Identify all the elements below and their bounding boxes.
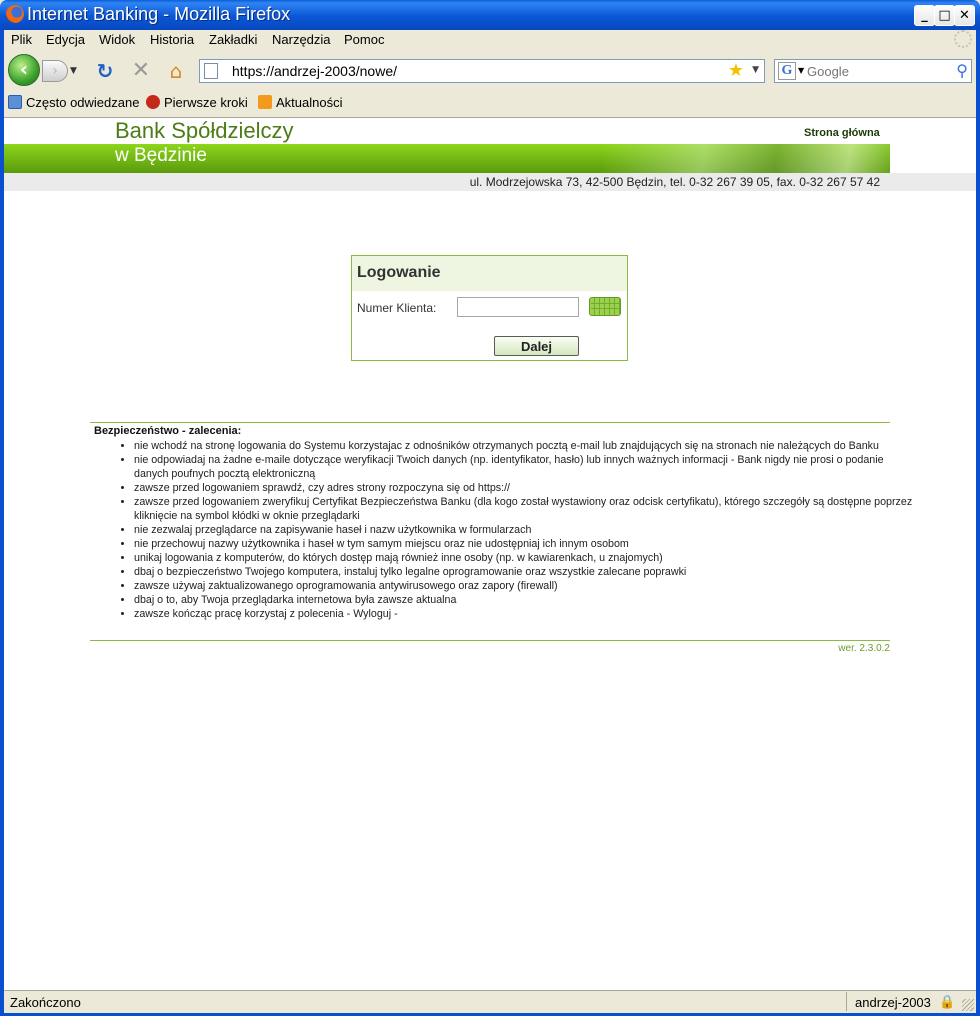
list-item: • nie przechowuj nazwy użytkownika i haseł w tym samym miejscu oraz nie udostępniaj ich innym osobom	[134, 537, 919, 551]
minimize-button[interactable]: _	[914, 5, 935, 26]
search-icon[interactable]: ⚲	[956, 61, 968, 80]
security-heading: Bezpieczeństwo - zalecenia:	[94, 425, 242, 437]
firefox-bookmark-icon	[146, 95, 160, 109]
bank-location: w Będzinie	[115, 145, 207, 166]
page-icon	[204, 63, 218, 79]
client-number-input[interactable]	[457, 297, 579, 317]
menu-pomoc[interactable]: Pomoc	[344, 32, 385, 47]
list-item: • dbaj o bezpieczeństwo Twojego komputera, instaluj tylko legalne oprogramowanie oraz wszystkie zalecane poprawki	[134, 565, 919, 579]
list-item: • nie odpowiadaj na żadne e-maile dotyczące weryfikacji Twoich danych (np. identyfikator, hasło) lub innych ważnych informacji - Bank nigdy nie prosi o podanie danych poufnych pocztą elektroniczną	[134, 453, 919, 481]
back-button[interactable]: ‹	[8, 54, 40, 86]
list-item: • zawsze przed logowaniem sprawdź, czy adres strony rozpoczyna się od https://	[134, 481, 919, 495]
banner-decoration-image	[604, 144, 890, 173]
reload-icon[interactable]: ↻	[96, 59, 114, 83]
login-box	[351, 255, 628, 361]
url-dropdown-icon[interactable]: ▼	[752, 65, 759, 75]
close-button[interactable]: ✕	[954, 5, 975, 26]
menu-historia[interactable]: Historia	[150, 32, 195, 47]
security-footer	[90, 640, 890, 654]
menu-narzedzia[interactable]: Narzędzia	[272, 32, 331, 47]
bank-address: ul. Modrzejowska 73, 42-500 Będzin, tel. 0-32 267 39 05, fax. 0-32 267 57 42	[469, 175, 880, 189]
client-number-label: Numer Klienta:	[357, 301, 437, 315]
list-item: • nie zezwalaj przeglądarce na zapisywanie haseł i nazw użytkownika w formularzach	[134, 523, 919, 537]
list-item: • zawsze używaj zaktualizowanego oprogramowania antywirusowego oraz zapory (firewall)	[134, 579, 919, 593]
smart-bookmark-icon	[8, 95, 22, 109]
page-content	[4, 118, 976, 990]
menu-edycja[interactable]: Edycja	[46, 32, 86, 47]
bookmark-czesto-odwiedzane[interactable]: Często odwiedzane	[8, 95, 139, 110]
rss-feed-icon	[258, 95, 272, 109]
login-header	[352, 256, 627, 291]
status-host: andrzej-2003	[855, 995, 931, 1010]
firefox-icon	[6, 5, 24, 23]
bank-name: Bank Spółdzielczy	[115, 118, 294, 143]
search-bar[interactable]	[774, 59, 972, 83]
window-title: Internet Banking - Mozilla Firefox	[27, 4, 291, 24]
bookmarks-toolbar	[4, 92, 976, 114]
home-icon[interactable]: ⌂	[169, 59, 183, 83]
google-engine-icon[interactable]: G	[778, 62, 796, 80]
address-band	[4, 173, 976, 191]
bookmark-pierwsze-kroki[interactable]: Pierwsze kroki	[146, 95, 248, 110]
url-text[interactable]: https://andrzej-2003/nowe/	[232, 63, 397, 79]
menu-bar	[4, 30, 976, 50]
security-list	[94, 439, 919, 621]
virtual-keyboard-icon[interactable]	[589, 297, 621, 316]
window-border-right	[976, 30, 980, 1016]
status-text: Zakończono	[10, 995, 81, 1010]
forward-button[interactable]: ›	[42, 60, 68, 82]
history-dropdown-icon[interactable]: ▼	[70, 66, 77, 76]
url-bar[interactable]	[199, 59, 765, 83]
maximize-button[interactable]: □	[934, 5, 955, 26]
menu-zakladki[interactable]: Zakładki	[209, 32, 258, 47]
security-status-panel[interactable]	[846, 992, 956, 1011]
activity-throbber-icon	[954, 30, 972, 48]
version-label: wer. 2.3.0.2	[838, 643, 890, 654]
status-bar	[4, 990, 976, 1013]
list-item: • zawsze przed logowaniem zweryfikuj Certyfikat Bezpieczeństwa Banku (dla kogo został wystawiony oraz odcisk certyfikatu), którego szczegóły są dostępne poprzez kliknięcie na symbol kłódki w oknie przeglądarki	[134, 495, 919, 523]
login-title: Logowanie	[357, 264, 441, 281]
home-link[interactable]: Strona główna	[804, 127, 880, 139]
list-item: • zawsze kończąc pracę korzystaj z polecenia - Wyloguj -	[134, 607, 919, 621]
stop-icon[interactable]: ✕	[131, 58, 151, 83]
next-button[interactable]: Dalej	[494, 336, 579, 356]
resize-grip[interactable]	[962, 999, 974, 1011]
security-section	[90, 422, 913, 620]
menu-plik[interactable]: Plik	[11, 32, 32, 47]
navigation-toolbar	[4, 52, 976, 88]
lock-icon[interactable]: 🔒	[939, 994, 956, 1009]
list-item: • unikaj logowania z komputerów, do których dostęp mają również inne osoby (np. w kawiarenkach, u znajomych)	[134, 551, 919, 565]
window-titlebar[interactable]	[0, 0, 980, 30]
bookmark-aktualnosci[interactable]: Aktualności	[258, 95, 342, 110]
search-input[interactable]	[807, 62, 943, 80]
list-item: • nie wchodź na stronę logowania do Systemu korzystajac z odnośników otrzymanych pocztą e-mail lub znajdujących się na stronach nie należących do Banku	[134, 439, 919, 453]
bookmark-star-icon[interactable]: ★	[727, 60, 744, 81]
list-item: • dbaj o to, aby Twoja przeglądarka internetowa była zawsze aktualna	[134, 593, 919, 607]
browser-chrome	[4, 30, 976, 118]
engine-dropdown-icon[interactable]: ▼	[798, 66, 805, 75]
menu-widok[interactable]: Widok	[99, 32, 136, 47]
